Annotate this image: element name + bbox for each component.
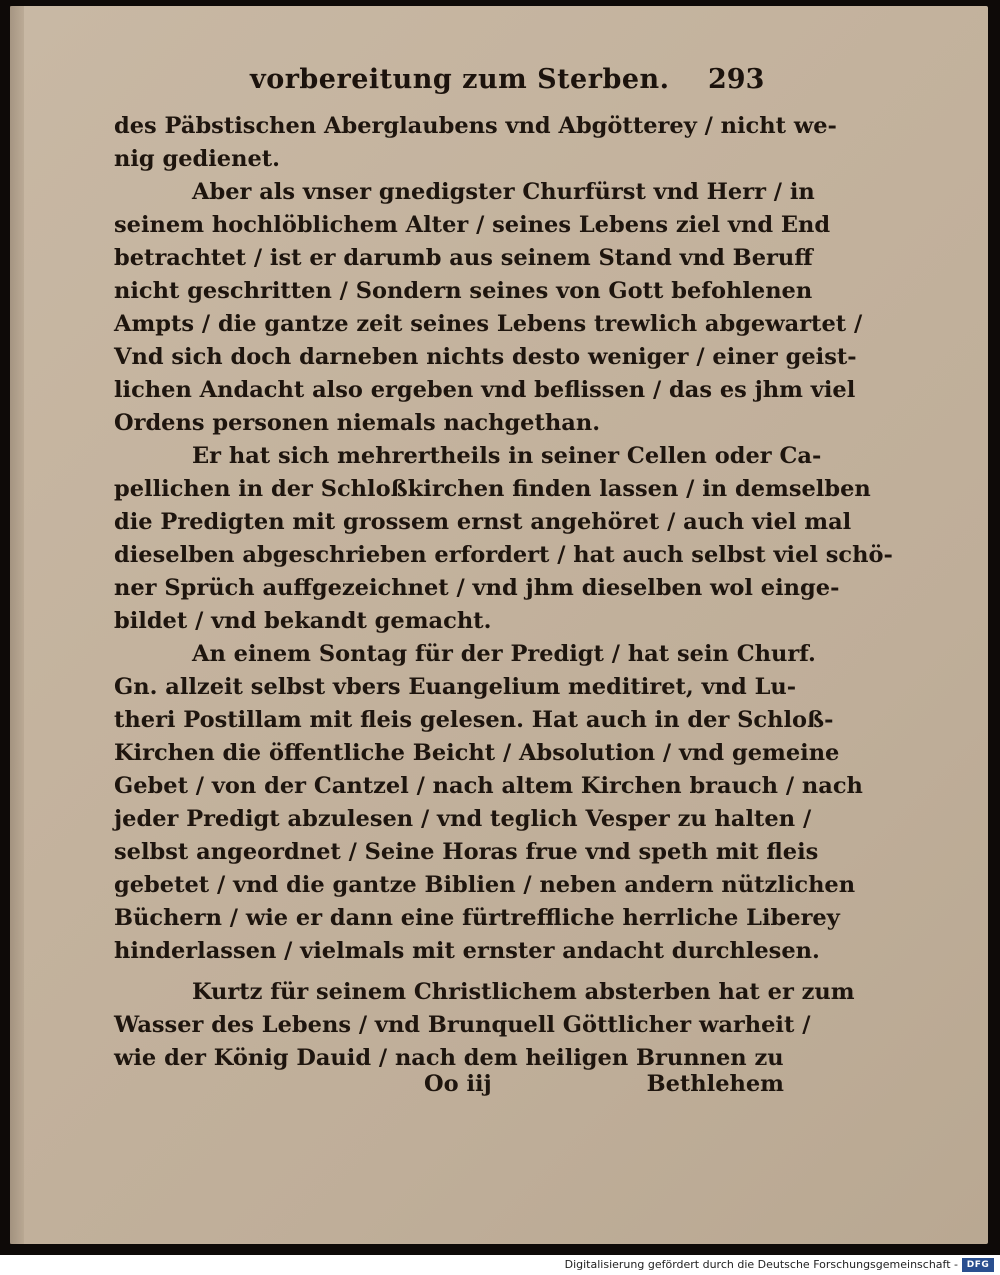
text-line: selbst angeordnet / Seine Horas frue vnd speth mit fleis <box>114 839 819 865</box>
text-line: wie der König Dauid / nach dem heiligen Brunnen zu <box>114 1045 784 1071</box>
text-line: jeder Predigt abzulesen / vnd teglich Vesper zu halten / <box>114 806 812 832</box>
page-header <box>10 64 988 104</box>
text-line: pellichen in der Schloßkirchen finden lassen / in demselben <box>114 476 871 502</box>
text-line: hinderlassen / vielmals mit ernster andacht durchlesen. <box>114 938 820 964</box>
text-line: Ordens personen niemals nachgethan. <box>114 410 601 436</box>
page-gutter-shadow <box>10 6 24 1244</box>
text-line: seinem hochlöblichem Alter / seines Lebens ziel vnd End <box>114 212 831 238</box>
dfg-logo: DFG <box>962 1258 994 1272</box>
text-line: An einem Sontag für der Predigt / hat sein Churf. <box>192 641 816 667</box>
text-line: des Päbstischen Aberglaubens vnd Abgötterey / nicht we- <box>114 113 837 139</box>
text-line: dieselben abgeschrieben erfordert / hat auch selbst viel schö- <box>114 542 893 568</box>
book-page <box>10 6 988 1244</box>
credit-bar <box>0 1255 1000 1275</box>
text-line: Gebet / von der Cantzel / nach altem Kirchen brauch / nach <box>114 773 863 799</box>
text-line: die Predigten mit grossem ernst angehöret / auch viel mal <box>114 509 852 535</box>
text-line: Ampts / die gantze zeit seines Lebens trewlich abgewartet / <box>114 311 863 337</box>
text-line: bildet / vnd bekandt gemacht. <box>114 608 492 634</box>
page-footer <box>114 1068 794 1101</box>
text-line: ner Sprüch auffgezeichnet / vnd jhm dieselben wol einge- <box>114 575 840 601</box>
text-line: Kurtz für seinem Christlichem absterben hat er zum <box>192 979 855 1005</box>
catchword: Bethlehem <box>646 1071 784 1097</box>
text-line: gebetet / vnd die gantze Biblien / neben andern nützlichen <box>114 872 856 898</box>
text-line: lichen Andacht also ergeben vnd beflissen / das es jhm viel <box>114 377 856 403</box>
funding-credit: Digitalisierung gefördert durch die Deutsche Forschungsgemeinschaft - <box>564 1258 958 1271</box>
text-line: Er hat sich mehrertheils in seiner Cellen oder Ca- <box>192 443 822 469</box>
text-line: betrachtet / ist er darumb aus seinem Stand vnd Beruff <box>114 245 813 271</box>
text-line: Vnd sich doch darneben nichts desto weniger / einer geist- <box>114 344 857 370</box>
text-line: theri Postillam mit fleis gelesen. Hat auch in der Schloß- <box>114 707 834 733</box>
text-line: Gn. allzeit selbst vbers Euangelium meditiret, vnd Lu- <box>114 674 797 700</box>
signature-mark: Oo iij <box>424 1071 492 1097</box>
text-line: Kirchen die öffentliche Beicht / Absolution / vnd gemeine <box>114 740 840 766</box>
text-line: nicht geschritten / Sondern seines von Gott befohlenen <box>114 278 813 304</box>
text-line: nig gedienet. <box>114 146 281 172</box>
text-line: Aber als vnser gnedigster Churfürst vnd Herr / in <box>192 179 815 205</box>
body-text <box>114 110 893 1075</box>
text-line: Büchern / wie er dann eine fürtreffliche herrliche Liberey <box>114 905 840 931</box>
running-title: vorbereitung zum Sterben. <box>250 64 670 95</box>
text-line: Wasser des Lebens / vnd Brunquell Göttlicher warheit / <box>114 1012 811 1038</box>
page-number: 293 <box>708 64 765 95</box>
